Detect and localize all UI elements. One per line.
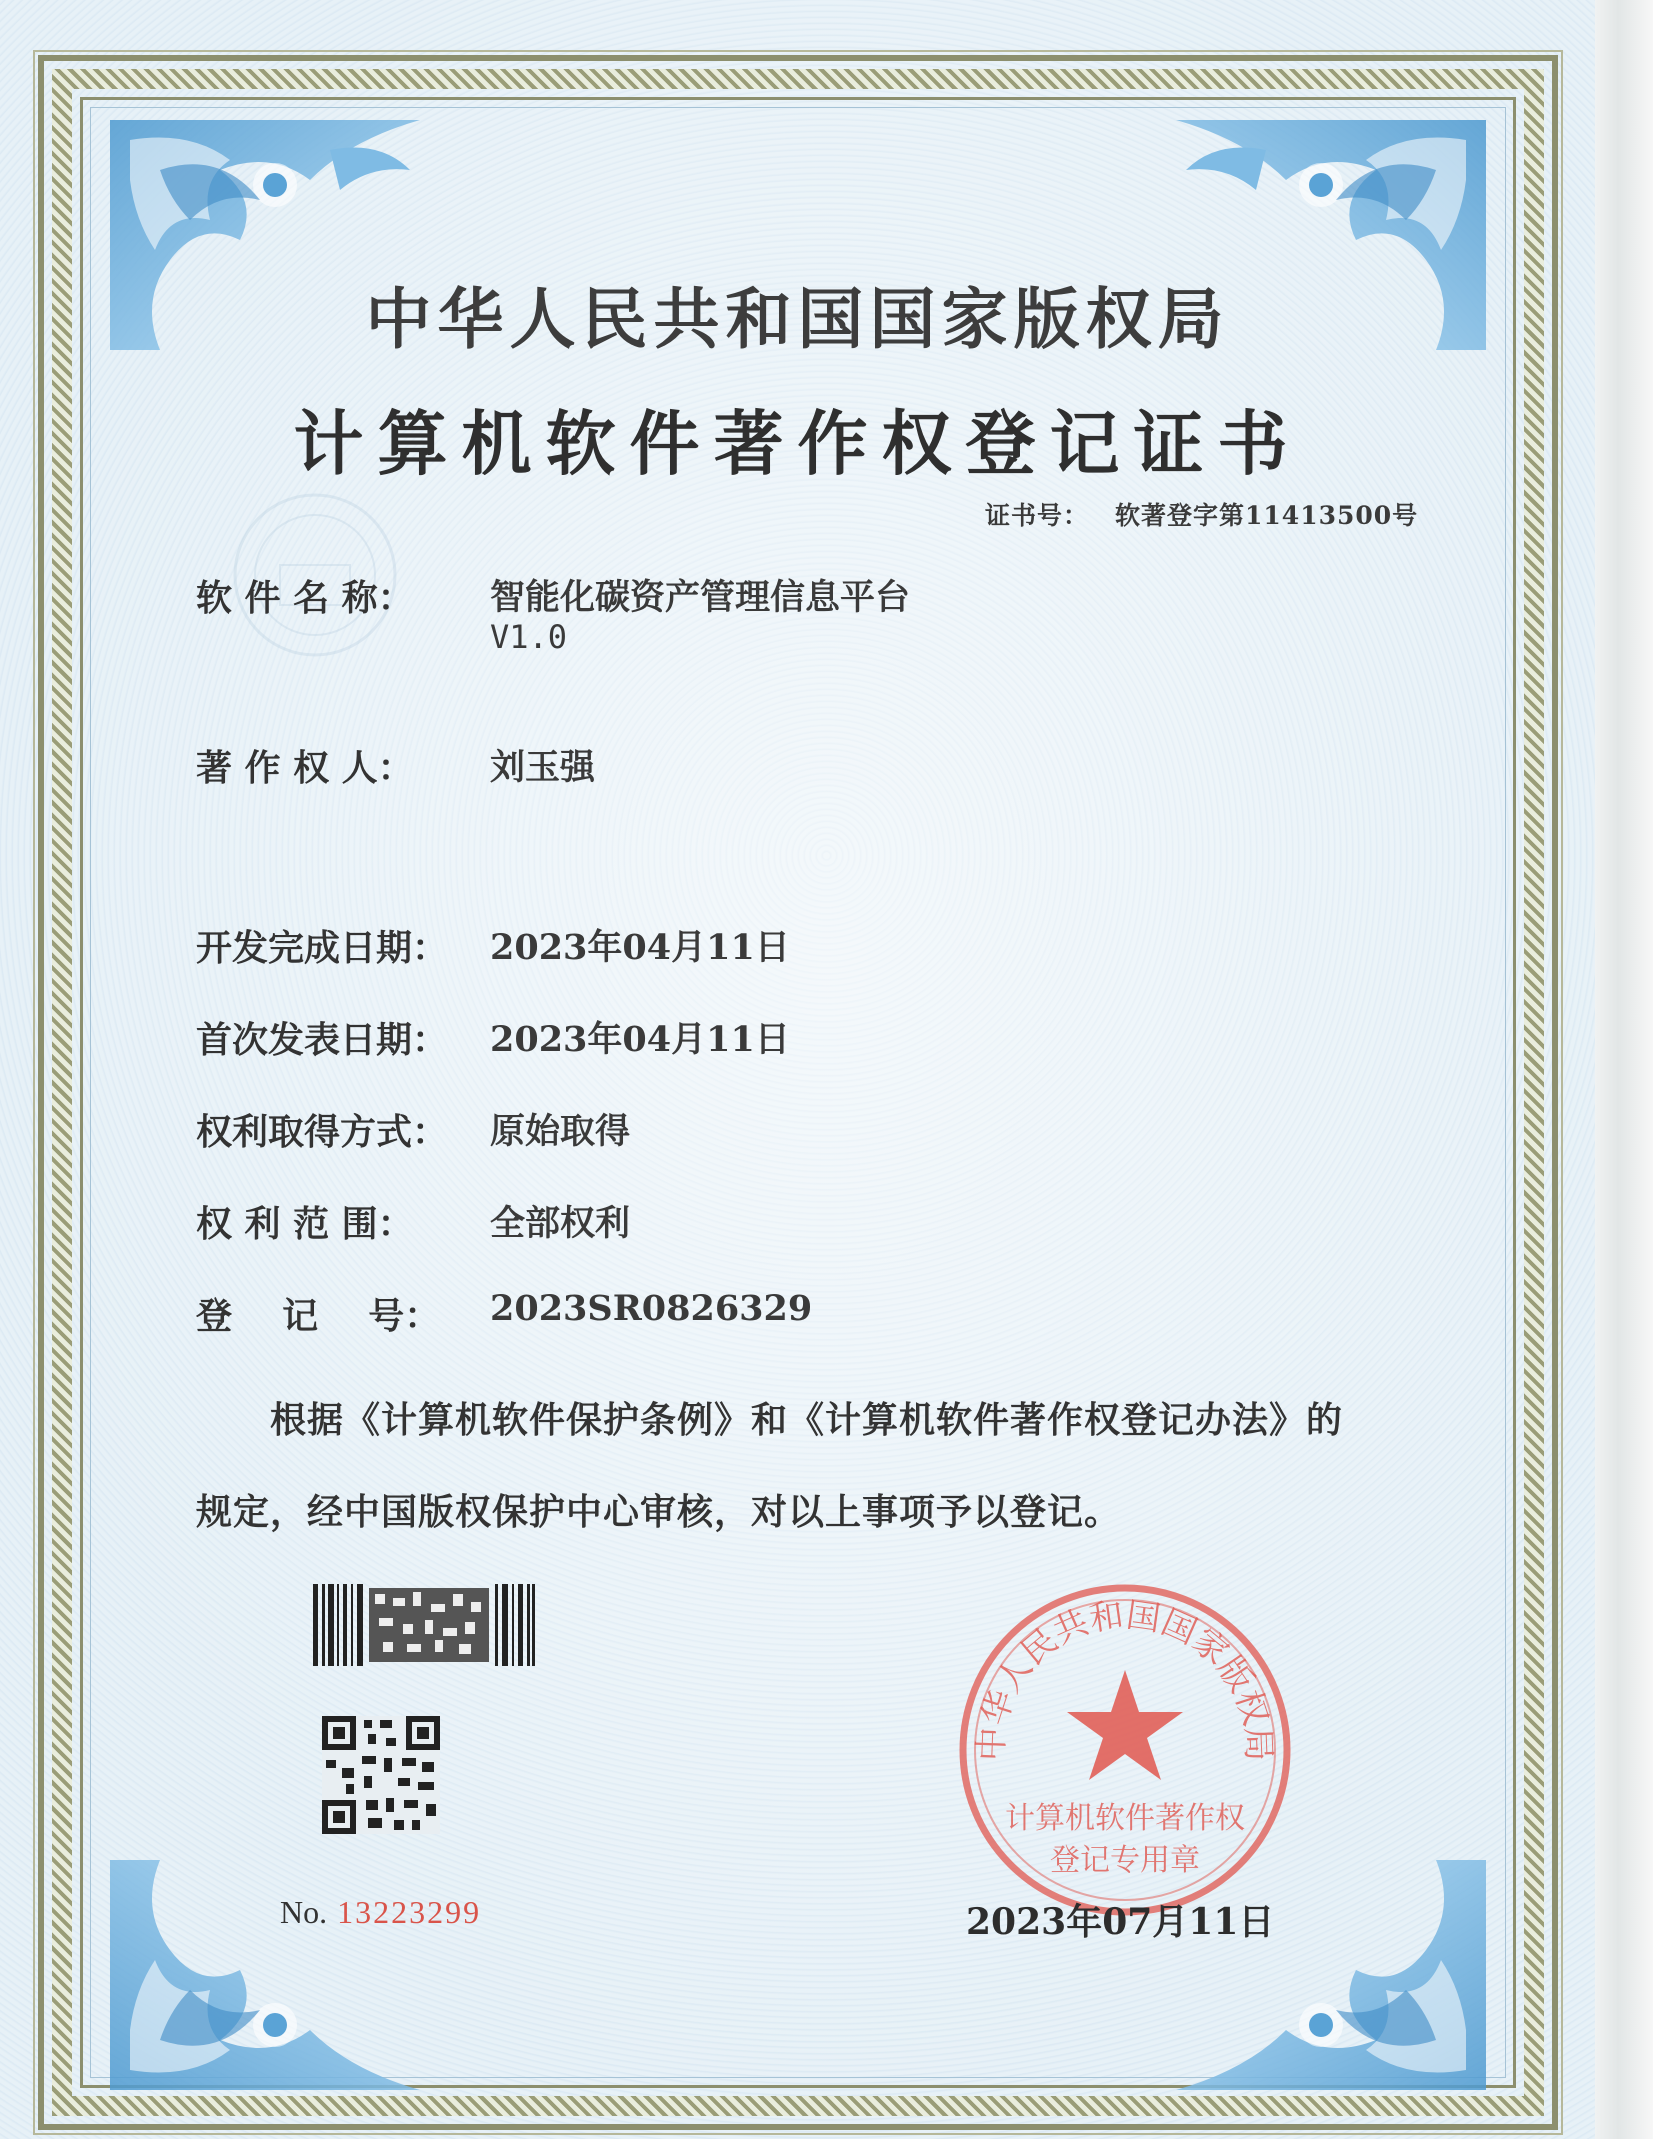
serial-prefix: No.	[280, 1894, 328, 1930]
field-label-dev-completion-date: 开发完成日期：	[196, 927, 449, 969]
field-value-first-publish-date: 2023年04月11日	[490, 1019, 790, 1060]
seal-outer-text: 中华人民共和国国家版权局	[971, 1595, 1279, 1762]
qr-code-icon	[322, 1716, 440, 1834]
cert-no-value: 软著登字第11413500号	[1115, 501, 1419, 530]
certificate-title: 计算机软件著作权登记证书	[293, 402, 1302, 485]
serial-number	[280, 1894, 481, 1931]
field-value-software-name: 智能化碳资产管理信息平台	[490, 577, 911, 618]
seal-inner-text-1: 计算机软件著作权	[1005, 1801, 1245, 1836]
field-value-rights-scope: 全部权利	[490, 1203, 631, 1244]
field-label-rights-scope: 权 利 范 围：	[196, 1203, 414, 1245]
official-seal	[955, 1580, 1295, 1920]
barcode-icon	[313, 1584, 535, 1666]
field-value-software-version: V1.0	[490, 618, 568, 656]
declaration-line-1: 根据《计算机软件保护条例》和《计算机软件著作权登记办法》的	[270, 1399, 1344, 1441]
field-label-copyright-owner: 著 作 权 人：	[196, 747, 414, 789]
declaration-line-2: 规定，经中国版权保护中心审核，对以上事项予以登记。	[196, 1491, 1122, 1533]
serial-number-value: 13223299	[337, 1894, 482, 1930]
field-label-first-publish-date: 首次发表日期：	[196, 1019, 449, 1061]
seal-star-icon	[1067, 1670, 1183, 1780]
field-value-dev-completion-date: 2023年04月11日	[490, 927, 790, 968]
field-label-registration-number: 登 记 号：	[196, 1295, 441, 1337]
scan-edge-strip	[1595, 0, 1653, 2139]
field-value-registration-number: 2023SR0826329	[490, 1288, 813, 1329]
field-label-software-name: 软 件 名 称：	[196, 577, 414, 619]
authority-title: 中华人民共和国国家版权局	[365, 280, 1230, 358]
field-value-acquisition-method: 原始取得	[490, 1111, 631, 1152]
field-label-acquisition-method: 权利取得方式：	[196, 1111, 449, 1153]
issue-date: 2023年07月11日	[966, 1901, 1275, 1943]
certificate-number	[985, 496, 1418, 532]
cert-no-label: 证书号：	[985, 501, 1090, 530]
field-value-copyright-owner: 刘玉强	[490, 747, 596, 788]
seal-inner-text-2: 登记专用章	[1050, 1843, 1200, 1878]
corner-ornament-bottom-left	[100, 1850, 430, 2100]
